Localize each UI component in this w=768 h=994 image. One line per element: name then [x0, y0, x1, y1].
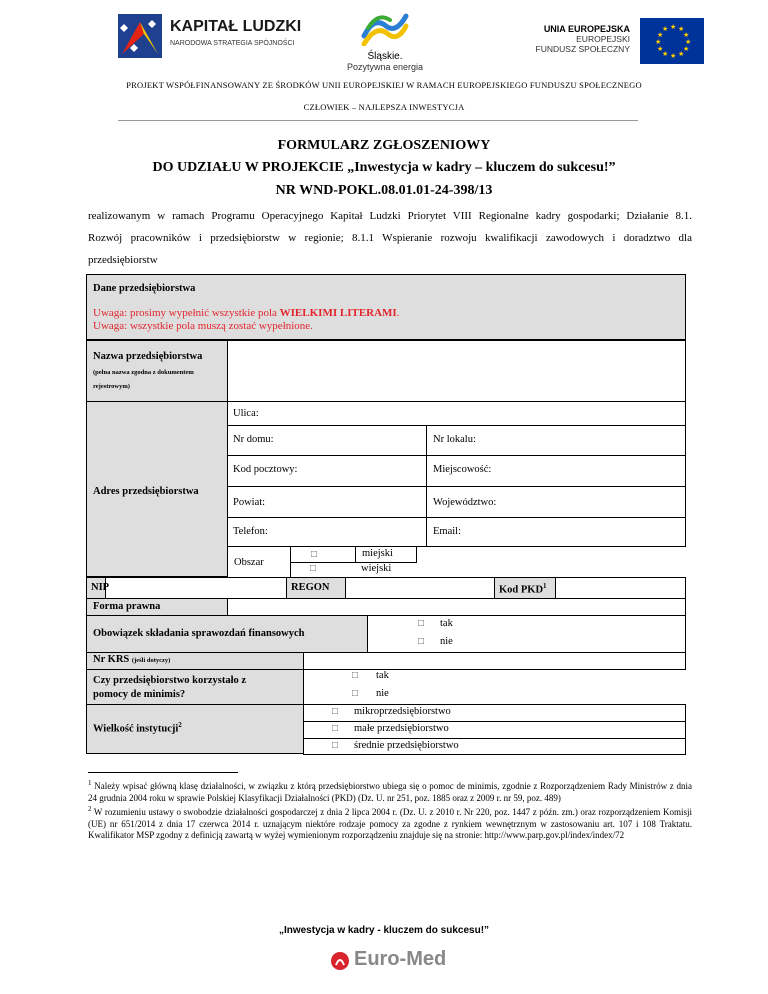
size-micro-option[interactable] [303, 704, 686, 722]
project-number: NR WND-POKL.08.01.01-24-398/13 [275, 183, 493, 198]
legal-form-label: Forma prawna [93, 601, 161, 612]
footnote-1-text: Należy wpisać główną klasę działalności, w związku z którą przedsiębiorstwo ubiega się o pomoc de minimis, zgodnie z Rozporządzeniem Rady Ministrów z dnia 24 grudnia 2004 roku w sprawie Polskiej Klasyfikacji Działalności (PKD) (Dz. U. nr 251, poz. 1885 oraz z 2009 r. nr 59, poz. 489) [88, 781, 693, 803]
size-footnote-ref: 2 [178, 721, 182, 729]
kapital-ludzki-emblem-icon [118, 14, 162, 58]
city-field[interactable] [426, 455, 686, 487]
svg-text:★: ★ [657, 45, 664, 53]
eu-line1: EUROPEJSKI [576, 34, 630, 44]
house-number-label: Nr domu: [233, 434, 274, 445]
company-name-note-1: (pełna nazwa zgodna z dokumentem [93, 369, 194, 376]
slaskie-tagline: Pozytywna energia [346, 62, 424, 72]
regon-label: REGON [291, 582, 330, 593]
svg-text:★: ★ [657, 31, 664, 39]
pkd-label [499, 582, 547, 596]
svg-text:★: ★ [683, 45, 690, 53]
warning-all-fields: Uwaga: wszystkie pola muszą zostać wypełnione. [93, 320, 313, 332]
size-micro-label: mikroprzedsiębiorstwo [354, 706, 451, 717]
warning-uppercase-suffix: . [396, 307, 400, 319]
deminimis-label-line-1: Czy przedsiębiorstwo korzystało z [93, 675, 247, 686]
intro-paragraph [88, 205, 692, 271]
krs-label [93, 654, 170, 665]
fin-reports-label: Obowiązek składania sprawozdań finansowych [93, 628, 305, 639]
fin-reports-label-cell [86, 615, 368, 653]
street-label: Ulica: [233, 408, 259, 419]
footnote-2-number: 2 [88, 805, 92, 813]
size-small-checkbox-icon[interactable]: □ [332, 723, 339, 734]
pkd-label-text: Kod PKD [499, 584, 544, 596]
svg-text:★: ★ [662, 50, 669, 58]
eu-text-logo [520, 24, 630, 54]
fin-reports-yes-label: tak [440, 618, 453, 629]
area-urban-label: miejski [362, 548, 393, 559]
postal-code-label: Kod pocztowy: [233, 464, 298, 475]
address-label-cell [86, 401, 228, 577]
size-medium-option[interactable] [303, 738, 686, 755]
voivodeship-field[interactable] [426, 486, 686, 518]
company-name-label: Nazwa przedsiębiorstwa [93, 351, 203, 362]
size-small-label: małe przedsiębiorstwo [354, 723, 449, 734]
house-number-field[interactable] [227, 425, 427, 456]
svg-text:★: ★ [678, 50, 685, 58]
section-header [86, 274, 686, 340]
deminimis-no-checkbox-icon[interactable]: □ [352, 688, 359, 699]
intro-line-3: przedsiębiorstw [88, 254, 158, 266]
area-urban-text-cell [355, 546, 417, 563]
footer-slogan: „Inwestycja w kadry - kluczem do sukcesu!” [278, 925, 490, 936]
size-medium-checkbox-icon[interactable]: □ [332, 740, 339, 751]
postal-code-field[interactable] [227, 455, 427, 487]
kl-title: KAPITAŁ LUDZKI [170, 18, 302, 35]
project-title: DO UDZIAŁU W PROJEKCIE „Inwestycja w kadry – kluczem do sukcesu!” [152, 160, 616, 175]
email-label: Email: [433, 526, 461, 537]
size-small-option[interactable] [303, 721, 686, 739]
footnote-2-text: W rozumieniu ustawy o swobodzie działalności gospodarczej z dnia 2 lipca 2004 r. (Dz. U. z 2010 r. Nr 220, poz. 1447 z późn. zm.) oraz rozporządzeniem Komisji (UE) nr 651/2014 z dnia 17 czerwca 2014 r. uznającym niektóre rodzaje pomocy za zgodne z rynkiem wewnętrznym w zastosowaniu art. 107 i 108 Traktatu. Kwalifikator MSP zgodny z definicją zawartą w wyżej wymienionym rozporządzeniu znajduje się na stronie: http://www.parp.gov.pl/index/index/72 [88, 807, 692, 840]
slaskie-name: Śląskie. [367, 51, 403, 62]
legal-form-label-cell [86, 598, 228, 616]
svg-text:★: ★ [670, 52, 677, 60]
company-name-field[interactable] [227, 340, 686, 402]
company-name-note-2: rejestrowym) [93, 383, 130, 390]
company-data-form [86, 274, 686, 754]
size-label-cell [86, 704, 304, 754]
fin-reports-options [367, 615, 686, 653]
nip-label: NIP [91, 582, 110, 593]
street-field[interactable] [227, 401, 686, 426]
pkd-label-cell [494, 577, 556, 599]
footnote-rule [88, 772, 238, 773]
footnote-2 [88, 804, 692, 842]
slaskie-logo [340, 12, 430, 78]
form-title: FORMULARZ ZGŁOSZENIOWY [277, 138, 491, 153]
svg-text:★: ★ [678, 25, 685, 33]
pkd-field[interactable] [555, 577, 686, 599]
eu-flag-icon [640, 18, 704, 64]
euro-med-emblem-icon [330, 951, 350, 971]
footnotes [88, 778, 692, 842]
address-label: Adres przedsiębiorstwa [93, 486, 199, 497]
area-label: Obszar [234, 557, 264, 568]
fin-reports-no-checkbox-icon[interactable]: □ [418, 636, 425, 647]
eu-line2: FUNDUSZ SPOŁECZNY [535, 44, 630, 54]
svg-text:★: ★ [670, 23, 677, 31]
area-rural-checkbox-icon[interactable]: □ [310, 563, 317, 574]
deminimis-no-label: nie [376, 688, 389, 699]
voivodeship-label: Województwo: [433, 497, 497, 508]
county-field[interactable] [227, 486, 427, 518]
regon-label-cell [286, 577, 346, 599]
size-label-text: Wielkość instytucji [93, 723, 179, 735]
krs-field[interactable] [303, 652, 686, 670]
intro-line-2: Rozwój pracowników i przedsiębiorstw w regionie; 8.1.1 Wspieranie rozwoju kwalifikacji zawodowych i doradztwo dla [88, 232, 692, 244]
nip-field[interactable] [105, 577, 287, 599]
warning-uppercase-prefix: Uwaga: prosimy wypełnić wszystkie pola [93, 307, 280, 319]
project-motto: CZŁOWIEK – NAJLEPSZA INWESTYCJA [303, 102, 465, 112]
size-micro-checkbox-icon[interactable]: □ [332, 706, 339, 717]
svg-text:★: ★ [685, 38, 692, 46]
svg-text:★: ★ [662, 25, 669, 33]
area-urban-option[interactable] [290, 546, 356, 563]
pkd-footnote-ref: 1 [543, 582, 547, 590]
flat-number-label: Nr lokalu: [433, 434, 476, 445]
deminimis-yes-label: tak [376, 670, 389, 681]
euro-med-brand: Euro-Med [354, 948, 447, 970]
deminimis-yes-checkbox-icon[interactable]: □ [352, 670, 359, 681]
eu-title: UNIA EUROPEJSKA [543, 24, 630, 34]
slaskie-waves-icon [360, 12, 410, 46]
krs-note: (jeśli dotyczy) [131, 657, 171, 664]
svg-text:★: ★ [683, 31, 690, 39]
euro-med-logo [330, 948, 460, 978]
krs-label-cell [86, 652, 304, 670]
city-label: Miejscowość: [433, 464, 492, 475]
project-cofinancing-line: PROJEKT WSPÓŁFINANSOWANY ZE ŚRODKÓW UNII EUROPEJSKIEJ W RAMACH EUROPEJSKIEGO FUNDUSZU SPOŁECZNEGO [126, 80, 642, 90]
fin-reports-no-label: nie [440, 636, 453, 647]
svg-text:★: ★ [655, 38, 662, 46]
footnote-1-number: 1 [88, 779, 92, 787]
fin-reports-yes-checkbox-icon[interactable]: □ [418, 618, 425, 629]
area-urban-checkbox-icon[interactable]: □ [311, 549, 318, 560]
nip-label-cell [86, 577, 110, 599]
email-field[interactable] [426, 517, 686, 547]
size-label [93, 721, 182, 735]
header-divider [118, 120, 638, 121]
intro-line-1: realizowanym w ramach Programu Operacyjnego Kapitał Ludzki Priorytet VIII Regionalne kadry gospodarki; Działanie 8.1. [88, 210, 692, 222]
phone-field[interactable] [227, 517, 427, 547]
deminimis-label-line-2: pomocy de minimis? [93, 689, 186, 700]
size-medium-label: średnie przedsiębiorstwo [354, 740, 459, 751]
flat-number-field[interactable] [426, 425, 686, 456]
warning-uppercase [93, 307, 399, 319]
legal-form-field[interactable] [227, 598, 686, 616]
company-name-label-cell [86, 340, 228, 402]
phone-label: Telefon: [233, 526, 268, 537]
area-label-cell [227, 546, 291, 578]
kapital-ludzki-logo [118, 12, 318, 62]
section-title: Dane przedsiębiorstwa [93, 283, 196, 294]
warning-uppercase-bold: WIELKIMI LITERAMI [279, 307, 397, 319]
krs-label-text: Nr KRS [93, 654, 130, 665]
kl-subtitle: NARODOWA STRATEGIA SPÓJNOŚCI [170, 40, 295, 47]
county-label: Powiat: [233, 497, 266, 508]
regon-field[interactable] [345, 577, 495, 599]
area-rural-label: wiejski [361, 563, 392, 574]
footnote-1 [88, 778, 692, 804]
deminimis-label-cell [86, 669, 304, 705]
